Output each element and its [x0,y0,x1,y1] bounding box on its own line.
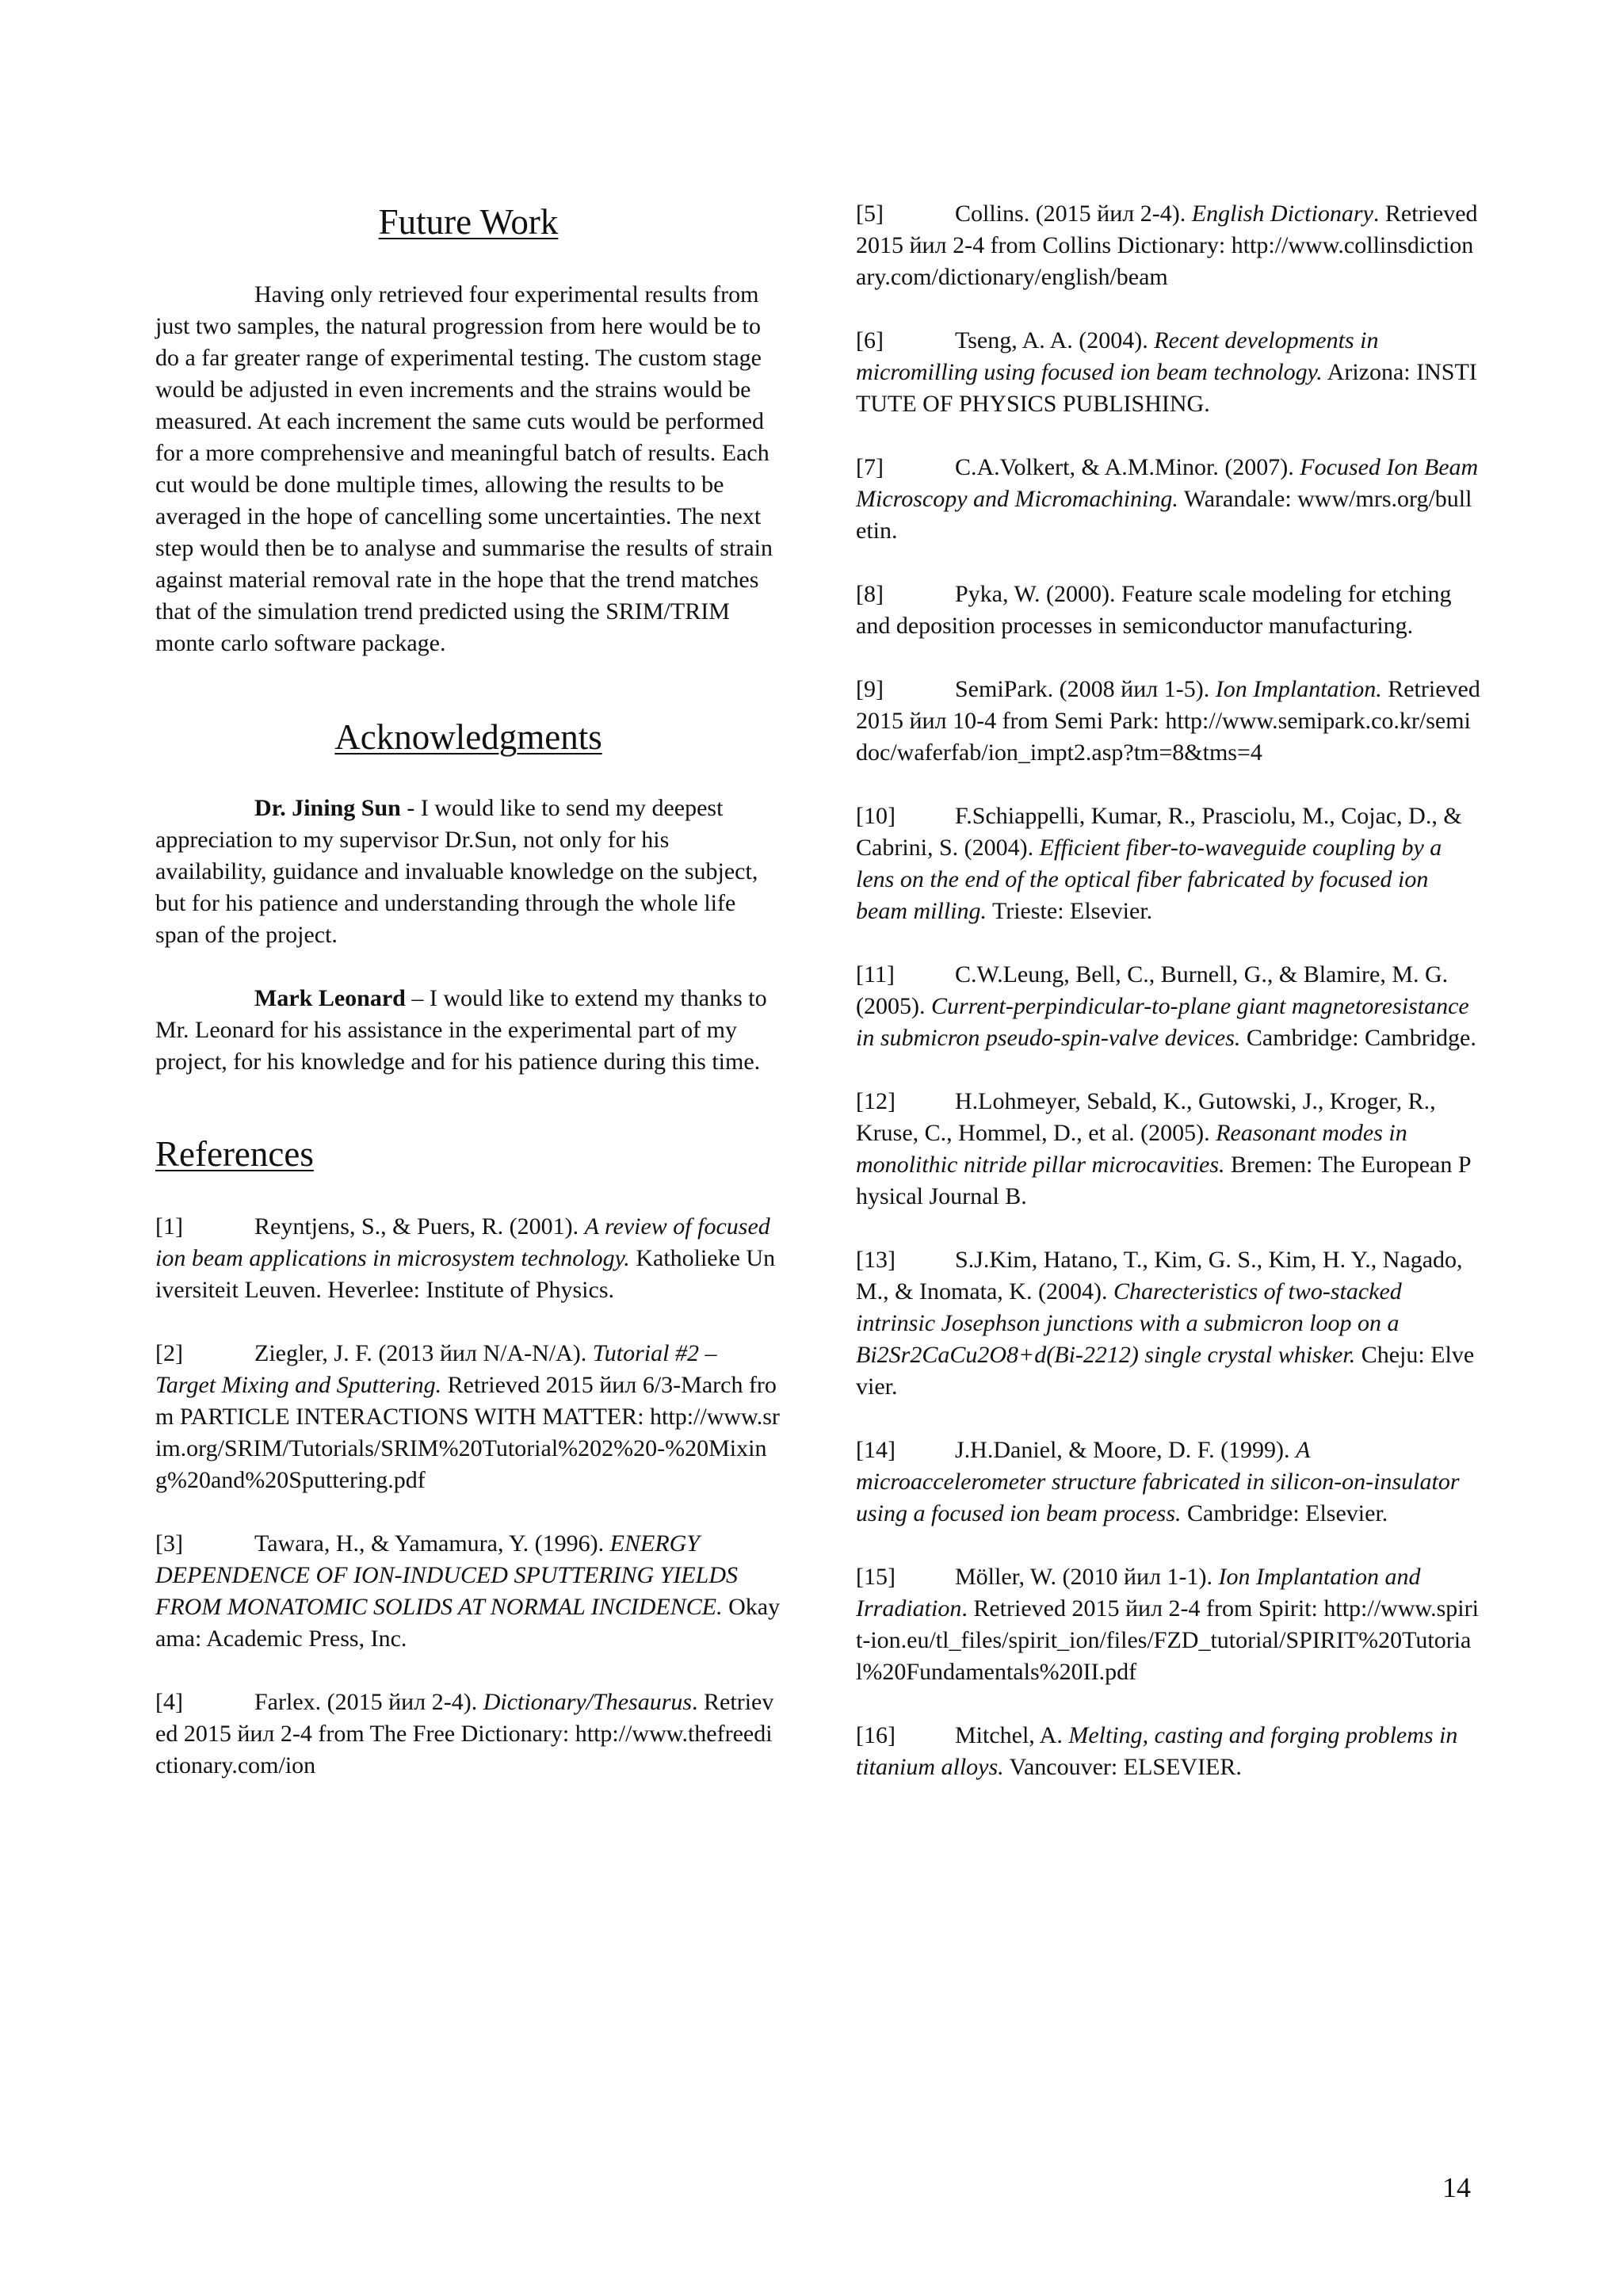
references-heading: References [155,1134,314,1174]
reference-number: [2] [155,1340,183,1366]
reference-source: Katholieke Universiteit Leuven. Heverlee: Institute of Physics. [155,1245,776,1303]
acknowledgment-text: - I would like to send my deepest appreciation to my supervisor Dr.Sun, not only for his availability, guidance and invaluable knowledge on the subject, but for his patience and understanding through the whole life span of the project. [155,795,758,948]
reference-entry [856,1244,1482,1403]
reference-number: [14] [856,1437,896,1463]
reference-number: [4] [155,1689,183,1715]
reference-authors: Ziegler, J. F. (2013 йил N/A-N/A). [254,1340,593,1366]
reference-entry [856,1435,1482,1530]
reference-number: [3] [155,1530,183,1557]
reference-entry [856,1720,1482,1783]
reference-authors: Pyka, W. (2000). Feature scale modeling for etching and deposition processes in semiconductor manufacturing. [856,581,1452,639]
reference-entry [856,1561,1482,1688]
reference-authors: S.J.Kim, Hatano, T., Kim, G. S., Kim, H. Y., Nagado, M., & Inomata, K. (2004). [856,1247,1463,1305]
reference-title: Melting, casting and forging problems in titanium alloys. [856,1722,1458,1780]
reference-source: Bremen: The European Physical Journal B. [856,1152,1472,1209]
reference-title: Ion Implantation and Irradiation [856,1564,1421,1622]
reference-entry [856,959,1482,1054]
future-work-heading: Future Work [378,202,559,242]
reference-source: Retrieved 2015 йил 6/3-March from PARTICLE INTERACTIONS WITH MATTER: http://www.srim.org/SRIM/Tutorials/SRIM%20Tutorial%202%20-%20Mixing%20and%20Sputtering.pdf [155,1372,780,1493]
reference-entry [856,674,1482,769]
future-work-paragraph: Having only retrieved four experimental results from just two samples, the natural progression from here would be to do a far greater range of experimental testing. The custom stage would be adjusted in even increments and the strains would be measured. At each increment the same cuts would be performed for a more comprehensive and meaningful batch of results. Each cut would be done multiple times, allowing the results to be averaged in the hope of cancelling some uncertainties. The next step would then be to analyse and summarise the results of strain against material removal rate in the hope that the trend matches that of the simulation trend predicted using the SRIM/TRIM monte carlo software package. [155,281,773,656]
reference-authors: H.Lohmeyer, Sebald, K., Gutowski, J., Kroger, R., Kruse, C., Hommel, D., et al. (2005). [856,1088,1436,1146]
reference-number: [9] [856,676,884,702]
reference-authors: Tawara, H., & Yamamura, Y. (1996). [254,1530,610,1557]
reference-entry [155,1211,781,1306]
reference-authors: J.H.Daniel, & Moore, D. F. (1999). [955,1437,1296,1463]
reference-title: Dictionary/Thesaurus [483,1689,693,1715]
reference-title: Current-perpindicular-to-plane giant magnetoresistance in submicron pseudo-spin-valve devices. [856,993,1469,1051]
references-list-right [856,198,1482,1783]
reference-source: Trieste: Elsevier. [987,898,1153,924]
reference-authors: Farlex. (2015 йил 2-4). [254,1689,483,1715]
reference-authors: Collins. (2015 йил 2-4). [955,201,1192,227]
reference-title: A microaccelerometer structure fabricated in silicon-on-insulator using a focused ion beam process. [856,1437,1460,1526]
reference-title: English Dictionary [1191,201,1373,227]
reference-entry [856,1086,1482,1213]
reference-title: Charecteristics of two-stacked intrinsic Josephson junctions with a submicron loop on a Bi2Sr2CaCu2O8+d(Bi-2212) single crystal whisker. [856,1278,1402,1368]
reference-source: Vancouver: ELSEVIER. [1003,1754,1242,1780]
reference-title: Reasonant modes in monolithic nitride pillar microcavities. [856,1120,1407,1178]
reference-authors: Tseng, A. A. (2004). [955,327,1155,353]
reference-source: Cambridge: Elsevier. [1181,1500,1388,1526]
references-list-left [155,1211,781,1782]
reference-title: Tutorial #2 – Target Mixing and Sputtering. [155,1340,717,1398]
reference-source: . Retrieved 2015 йил 2-4 from Collins Dictionary: http://www.collinsdictionary.com/dictionary/english/beam [856,201,1478,290]
reference-number: [13] [856,1247,896,1273]
reference-number: [6] [856,327,884,353]
reference-entry [856,579,1482,642]
reference-number: [7] [856,454,884,480]
reference-authors: Mitchel, A. [955,1722,1069,1748]
acknowledgment-entry [155,983,781,1078]
acknowledgment-name: Mark Leonard [254,985,406,1011]
reference-source: Cambridge: Cambridge. [1240,1025,1476,1051]
reference-entry [155,1338,781,1496]
reference-title: A review of focused ion beam applications in microsystem technology. [155,1213,770,1271]
reference-number: [11] [856,961,895,988]
reference-number: [15] [856,1564,896,1590]
reference-entry [856,198,1482,293]
reference-number: [5] [856,201,884,227]
reference-source: Arizona: INSTITUTE OF PHYSICS PUBLISHING. [856,359,1477,417]
reference-source: . Retrieved 2015 йил 2-4 from The Free Dictionary: http://www.thefreedictionary.com/ion [155,1689,774,1778]
reference-number: [8] [856,581,884,607]
reference-title: Focused Ion Beam Microscopy and Micromachining. [856,454,1479,512]
reference-authors: C.A.Volkert, & A.M.Minor. (2007). [955,454,1300,480]
reference-entry [856,452,1482,547]
reference-entry [155,1528,781,1655]
reference-title: Recent developments in micromilling using focused ion beam technology. [856,327,1379,385]
acknowledgment-name: Dr. Jining Sun [254,795,401,821]
reference-number: [16] [856,1722,896,1748]
acknowledgment-entry [155,793,781,951]
reference-number: [12] [856,1088,896,1114]
reference-number: [10] [856,803,896,829]
reference-number: [1] [155,1213,183,1240]
reference-authors: SemiPark. (2008 йил 1-5). [955,676,1216,702]
acknowledgment-text: – I would like to extend my thanks to Mr. Leonard for his assistance in the experimental part of my project, for his knowledge and for his patience during this time. [155,985,767,1075]
reference-title: Efficient fiber-to-waveguide coupling by a lens on the end of the optical fiber fabricated by focused ion beam milling. [856,835,1442,924]
reference-authors: C.W.Leung, Bell, C., Burnell, G., & Blamire, M. G. (2005). [856,961,1449,1019]
reference-source: Retrieved 2015 йил 10-4 from Semi Park: http://www.semipark.co.kr/semidoc/waferfab/ion_impt2.asp?tm=8&tms=4 [856,676,1480,766]
reference-entry [155,1687,781,1782]
reference-title: ENERGY DEPENDENCE OF ION-INDUCED SPUTTERING YIELDS FROM MONATOMIC SOLIDS AT NORMAL INCIDENCE. [155,1530,738,1620]
reference-entry [856,325,1482,420]
right-column [856,190,1482,1815]
page-number: 14 [1442,2172,1471,2203]
reference-source: Okayama: Academic Press, Inc. [155,1594,781,1652]
reference-authors: Reyntjens, S., & Puers, R. (2001). [254,1213,585,1240]
reference-authors: Möller, W. (2010 йил 1-1). [955,1564,1219,1590]
reference-source: Warandale: www/mrs.org/bulletin. [856,486,1472,544]
reference-authors: F.Schiappelli, Kumar, R., Prasciolu, M., Cojac, D., & Cabrini, S. (2004). [856,803,1462,861]
reference-entry [856,800,1482,927]
left-column [155,190,781,1813]
acknowledgments-heading: Acknowledgments [334,717,602,757]
reference-source: . Retrieved 2015 йил 2-4 from Spirit: http://www.spirit-ion.eu/tl_files/spirit_ion/files/FZD_tutorial/SPIRIT%20Tutorial%20Fundamentals%20II.pdf [856,1595,1479,1685]
reference-title: Ion Implantation. [1215,676,1382,702]
reference-source: Cheju: Elvevier. [856,1342,1475,1400]
